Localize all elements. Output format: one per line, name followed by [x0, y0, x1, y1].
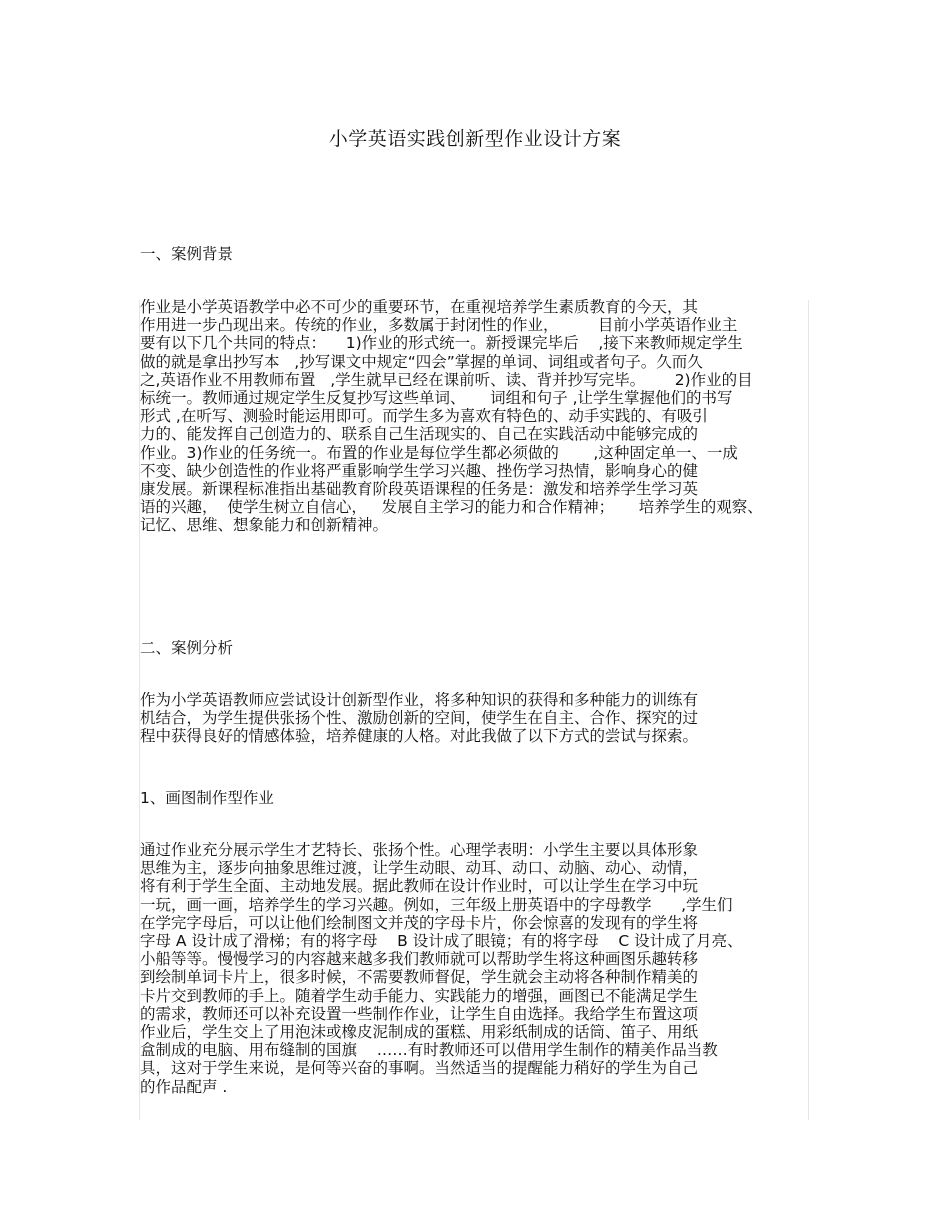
text-line: 机结合，为学生提供张扬个性、激励创新的空间，使学生在自主、合作、探究的过: [140, 709, 699, 728]
text-line: 形式 ,在听写、测验时能运用即可。而学生多为喜欢有特色的、动手实践的、有吸引: [140, 407, 708, 426]
text-line: 作用进一步凸现出来。传统的作业，多数属于封闭性的作业， 目前小学英语作业主: [140, 316, 738, 335]
section-heading-drawing-homework: 1、画图制作型作业: [140, 789, 274, 807]
text-line: 一玩，画一画，培养学生的学习兴趣。例如，三年级上册英语中的字母教学 ,学生们: [140, 895, 733, 914]
text-line: 要有以下几个共同的特点： 1)作业的形式统一。新授课完毕后 ,接下来教师规定学生: [140, 334, 743, 353]
paragraph-background: [140, 298, 763, 535]
text-line: 的需求，教师还可以补充设置一些制作作业，让学生自由选择。我给学生布置这项: [140, 1004, 699, 1023]
text-line: 到绘制单词卡片上，很多时候，不需要教师督促，学生就会主动将各种制作精美的: [140, 968, 699, 987]
margin-line-right: [808, 300, 809, 1120]
text-line: 小船等等。慢慢学习的内容越来越多我们教师就可以帮助学生将这种画图乐趣转移: [140, 950, 699, 969]
text-line: 记忆、思维、想象能力和创新精神。: [140, 516, 389, 535]
text-line: 作业是小学英语教学中必不可少的重要环节，在重视培养学生素质教育的今天，其: [140, 298, 699, 316]
paragraph-drawing-homework: [140, 841, 743, 1096]
text-line: 力的、能发挥自己创造力的、联系自己生活现实的、自己在实践活动中能够完成的: [140, 425, 699, 444]
text-line: 在学完字母后，可以让他们绘制图文并茂的字母卡片，你会惊喜的发现有的学生将: [140, 913, 699, 932]
text-line: 作业后，学生交上了用泡沫或橡皮泥制成的蛋糕、用彩纸制成的话筒、笛子、用纸: [140, 1023, 699, 1042]
text-line: 将有利于学生全面、主动地发展。据此教师在设计作业时，可以让学生在学习中玩: [140, 877, 699, 896]
text-line: 不变、缺少创造性的作业将严重影响学生学习兴趣、挫伤学习热情，影响身心的健: [140, 461, 699, 480]
text-line: 作为小学英语教师应尝试设计创新型作业，将多种知识的获得和多种能力的训练有: [140, 691, 699, 709]
text-line: 盒制成的电脑、用布缝制的国旗 ……有时教师还可以借用学生制作的精美作品当教: [140, 1041, 718, 1060]
text-line: 语的兴趣， 使学生树立自信心， 发展自主学习的能力和合作精神； 培养学生的观察、: [140, 498, 763, 517]
text-line: 思维为主，逐步向抽象思维过渡，让学生动眼、动耳、动口、动脑、动心、动情，: [140, 859, 699, 878]
text-line: 卡片交到教师的手上。随着学生动手能力、实践能力的增强，画图已不能满足学生: [140, 986, 699, 1005]
text-line: 作业。3)作业的任务统一。布置的作业是每位学生都必须做的 ,这种固定单一、一成: [140, 443, 738, 462]
text-line: 通过作业充分展示学生才艺特长、张扬个性。心理学表明：小学生主要以具体形象: [140, 841, 699, 859]
document-title: 小学英语实践创新型作业设计方案: [328, 128, 622, 150]
text-line: 具，这对于学生来说，是何等兴奋的事啊。当然适当的提醒能力稍好的学生为自己: [140, 1059, 699, 1078]
text-line: 字母 A 设计成了滑梯；有的将字母 B 设计成了眼镜；有的将字母 C 设计成了月亮、: [140, 932, 743, 951]
text-line: 康发展。新课程标准指出基础教育阶段英语课程的任务是：激发和培养学生学习英: [140, 480, 699, 499]
section-heading-analysis: 二、案例分析: [140, 639, 234, 657]
text-line: 程中获得良好的情感体验，培养健康的人格。对此我做了以下方式的尝试与探索。: [140, 727, 699, 746]
text-line: 做的就是拿出抄写本 ,抄写课文中规定“四会”掌握的单词、词组或者句子。久而久: [140, 352, 703, 371]
text-line: 之,英语作业不用教师布置 ,学生就早已经在课前听、读、背并抄写完毕。 2)作业的目: [140, 370, 753, 389]
text-line: 的作品配声 .: [140, 1077, 228, 1096]
paragraph-analysis: [140, 691, 698, 746]
text-line: 标统一。教师通过规定学生反复抄写这些单词、 词组和句子 ,让学生掌握他们的书写: [140, 389, 733, 408]
section-heading-background: 一、案例背景: [140, 245, 234, 263]
